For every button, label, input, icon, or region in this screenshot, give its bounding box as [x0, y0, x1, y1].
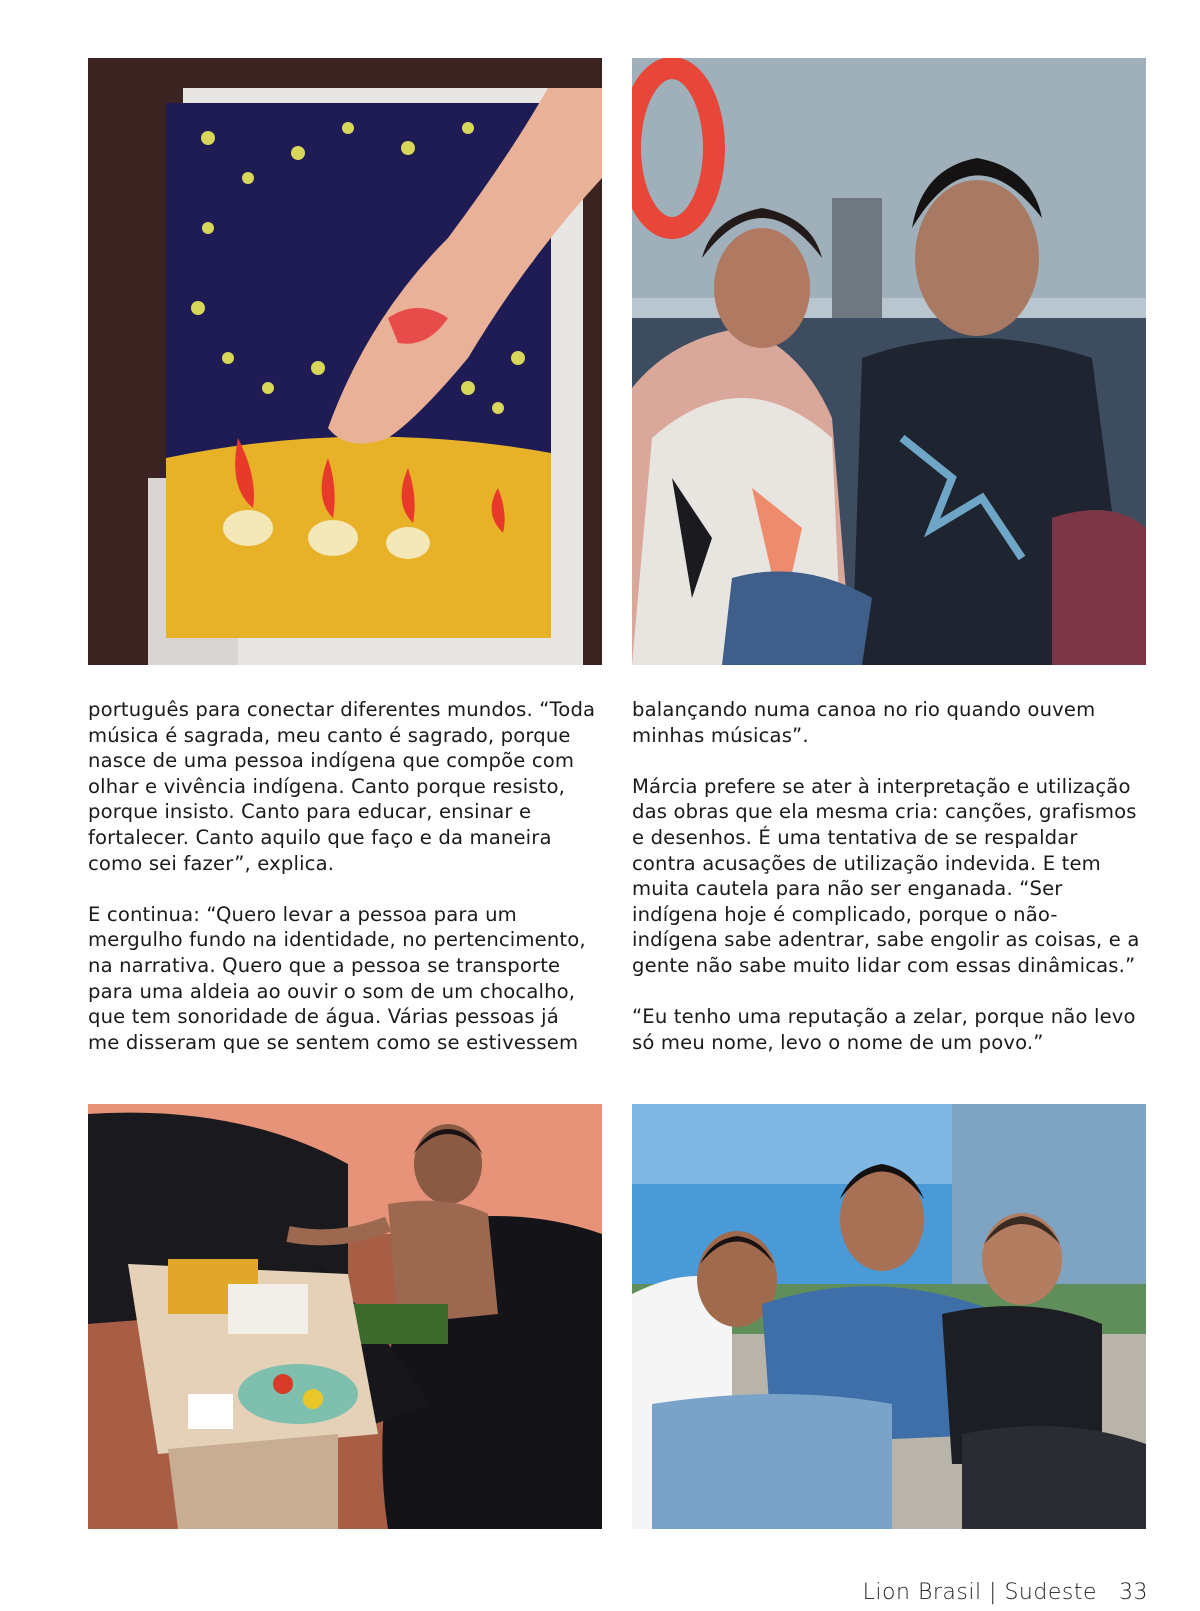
paragraph: E continua: “Quero levar a pessoa para um mergulho fundo na identidade, no pertencimento, na narrativa. Quero que a pessoa se transporte para uma aldeia ao ouvir o som de um chocalho, que tem sonoridade de água. Várias pessoas já me disseram que se sentem como se estivessem — [88, 902, 586, 1054]
paragraph: Márcia prefere se ater à interpretação e utilização das obras que ela mesma cria: canções, grafismos e desenhos. É uma tentativa de se respaldar contra acusações de utilização indevida. E tem muita cautela para não ser enganada. “Ser indígena hoje é complicado, porque o não- indígena sabe adentrar, sabe engolir as coisas, e a gente não sabe muito lidar com essas dinâmicas.” — [632, 774, 1140, 977]
paragraph: “Eu tenho uma reputação a zelar, porque não levo só meu nome, levo o nome de um povo.” — [632, 1005, 1136, 1054]
photo-boy-painting-sofa — [88, 1104, 602, 1529]
page-footer — [863, 1580, 1148, 1605]
paragraph: balançando numa canoa no rio quando ouvem minhas músicas”. — [632, 698, 1096, 747]
article-column-left — [88, 697, 608, 1081]
photo-group-of-boys — [632, 1104, 1146, 1529]
photo-painting-with-hand — [88, 58, 602, 665]
paragraph: português para conectar diferentes mundos. “Toda música é sagrada, meu canto é sagrado, porque nasce de uma pessoa indígena que compõe com olhar e vivência indígena. Canto porque resisto, porque insisto. Canto para educar, ensinar e fortalecer. Canto aquilo que faço e da maneira como sei fazer”, explica. — [88, 698, 596, 875]
page-number: 33 — [1119, 1580, 1148, 1605]
photo-woman-and-boy-boat — [632, 58, 1146, 665]
article-column-right — [632, 697, 1152, 1081]
publication-name: Lion Brasil | Sudeste — [862, 1580, 1097, 1605]
